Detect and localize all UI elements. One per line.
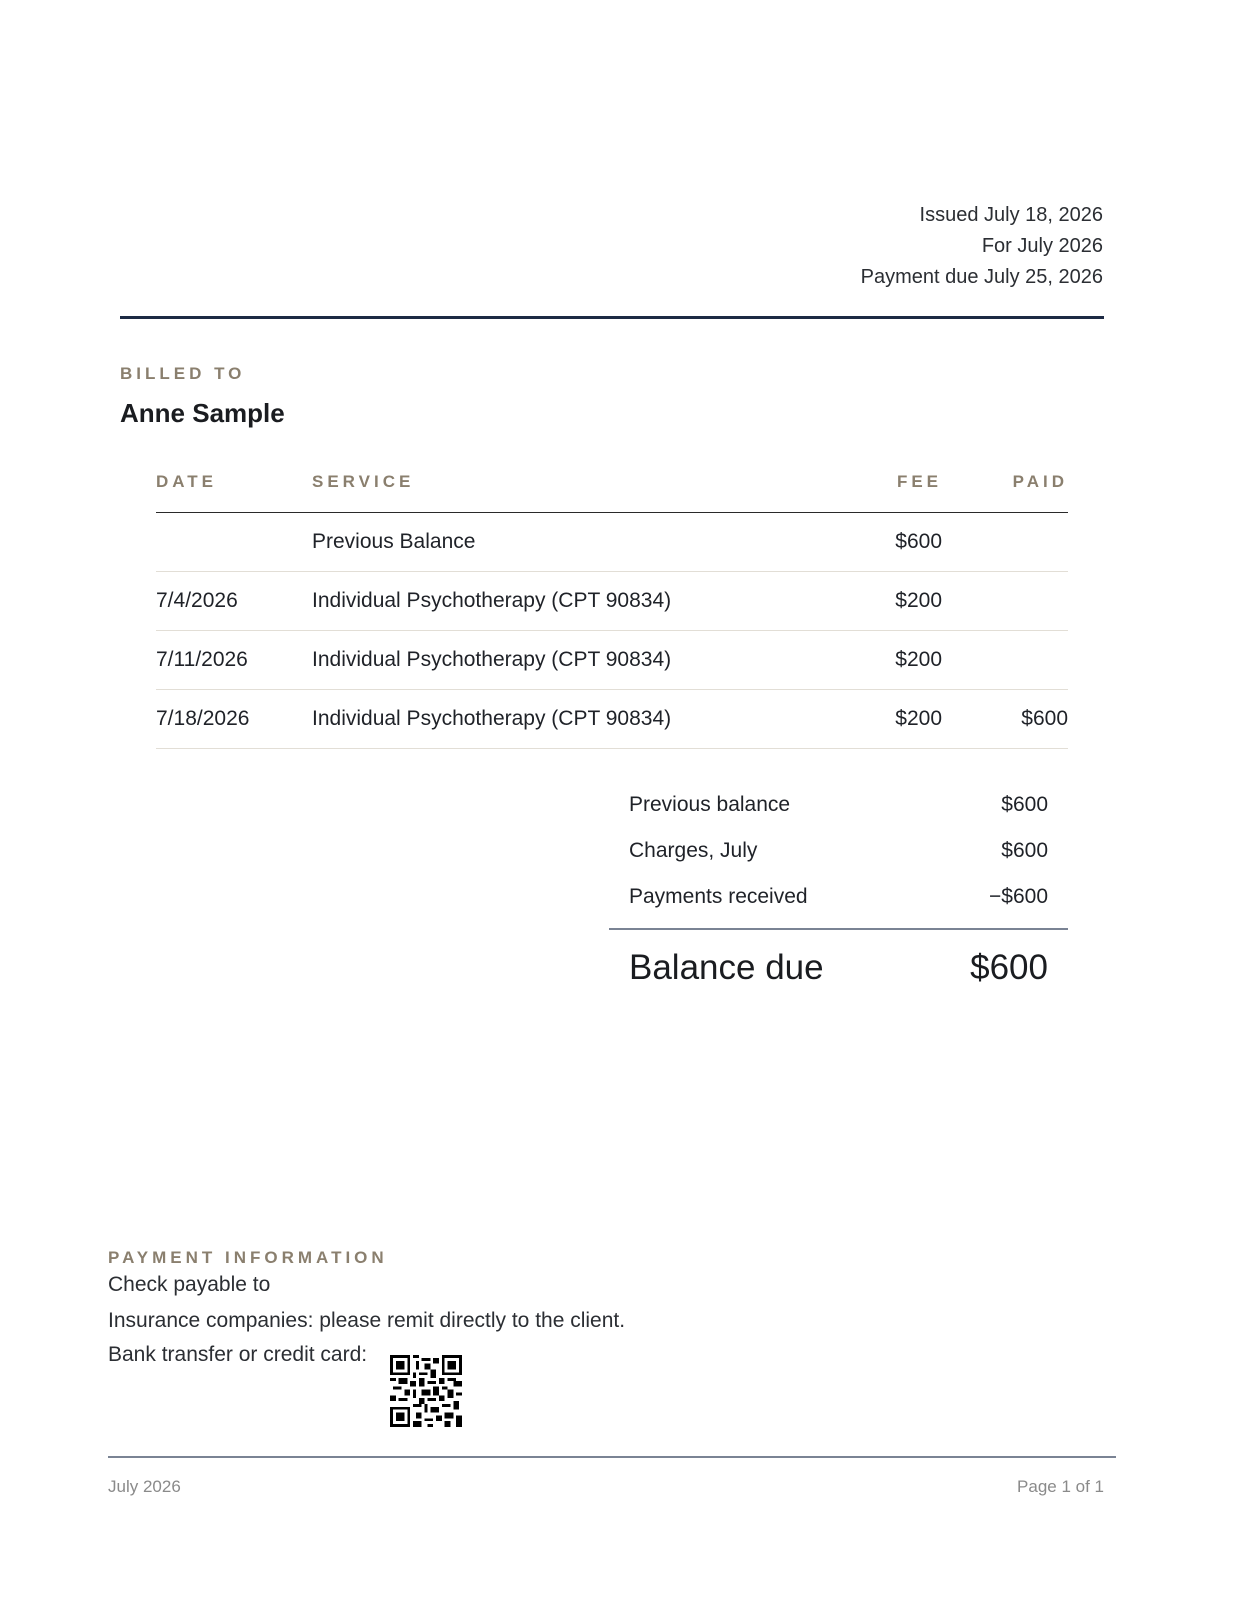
row-service: Previous Balance	[312, 530, 476, 553]
billing-period: For July 2026	[981, 235, 1103, 257]
header-paid: PAID	[1012, 472, 1068, 491]
row-service: Individual Psychotherapy (CPT 90834)	[312, 589, 672, 612]
summary-label: Previous balance	[629, 793, 791, 816]
balance-summary	[609, 782, 1068, 1006]
payment-due-date: Payment due July 25, 2026	[860, 266, 1103, 288]
payment-info-label: PAYMENT INFORMATION	[108, 1248, 388, 1267]
billed-to-label: BILLED TO	[120, 364, 246, 383]
row-fee: $200	[895, 589, 942, 612]
table-row	[156, 572, 1068, 631]
bank-transfer-text: Bank transfer or credit card:	[108, 1343, 368, 1366]
balance-due-value: $600	[970, 948, 1048, 987]
summary-payments	[609, 874, 1068, 920]
summary-previous-balance	[609, 782, 1068, 828]
header-divider	[120, 316, 1104, 319]
row-service: Individual Psychotherapy (CPT 90834)	[312, 648, 672, 671]
summary-label: Charges, July	[629, 839, 758, 862]
footer-date: July 2026	[108, 1477, 181, 1496]
row-date: 7/18/2026	[156, 707, 250, 730]
balance-due-label: Balance due	[629, 948, 824, 987]
summary-label: Payments received	[629, 885, 808, 908]
row-paid: $600	[1021, 707, 1068, 730]
row-date: 7/4/2026	[156, 589, 238, 612]
table-row	[156, 690, 1068, 749]
page-number: Page 1 of 1	[1017, 1477, 1104, 1496]
header-fee: FEE	[896, 472, 942, 491]
row-date: 7/11/2026	[156, 648, 248, 671]
header-service: SERVICE	[312, 472, 415, 491]
table-row	[156, 631, 1068, 690]
summary-charges	[609, 828, 1068, 874]
issued-date: Issued July 18, 2026	[919, 204, 1103, 226]
client-name: Anne Sample	[120, 398, 285, 428]
summary-value: $600	[1001, 839, 1048, 862]
footer-divider	[108, 1456, 1116, 1458]
row-fee: $200	[895, 707, 942, 730]
qr-code-icon[interactable]	[390, 1355, 462, 1427]
table-row	[156, 513, 1068, 572]
services-table	[156, 472, 1068, 749]
row-fee: $200	[895, 648, 942, 671]
invoice-meta	[861, 200, 1103, 293]
summary-value: −$600	[989, 885, 1048, 908]
header-date: DATE	[156, 472, 218, 491]
summary-value: $600	[1001, 793, 1048, 816]
row-fee: $600	[895, 530, 942, 553]
balance-due	[609, 930, 1068, 1006]
insurance-note: Insurance companies: please remit directly to the client.	[108, 1309, 626, 1332]
table-header	[156, 472, 1068, 513]
check-payable-text: Check payable to	[108, 1273, 271, 1296]
row-service: Individual Psychotherapy (CPT 90834)	[312, 707, 672, 730]
